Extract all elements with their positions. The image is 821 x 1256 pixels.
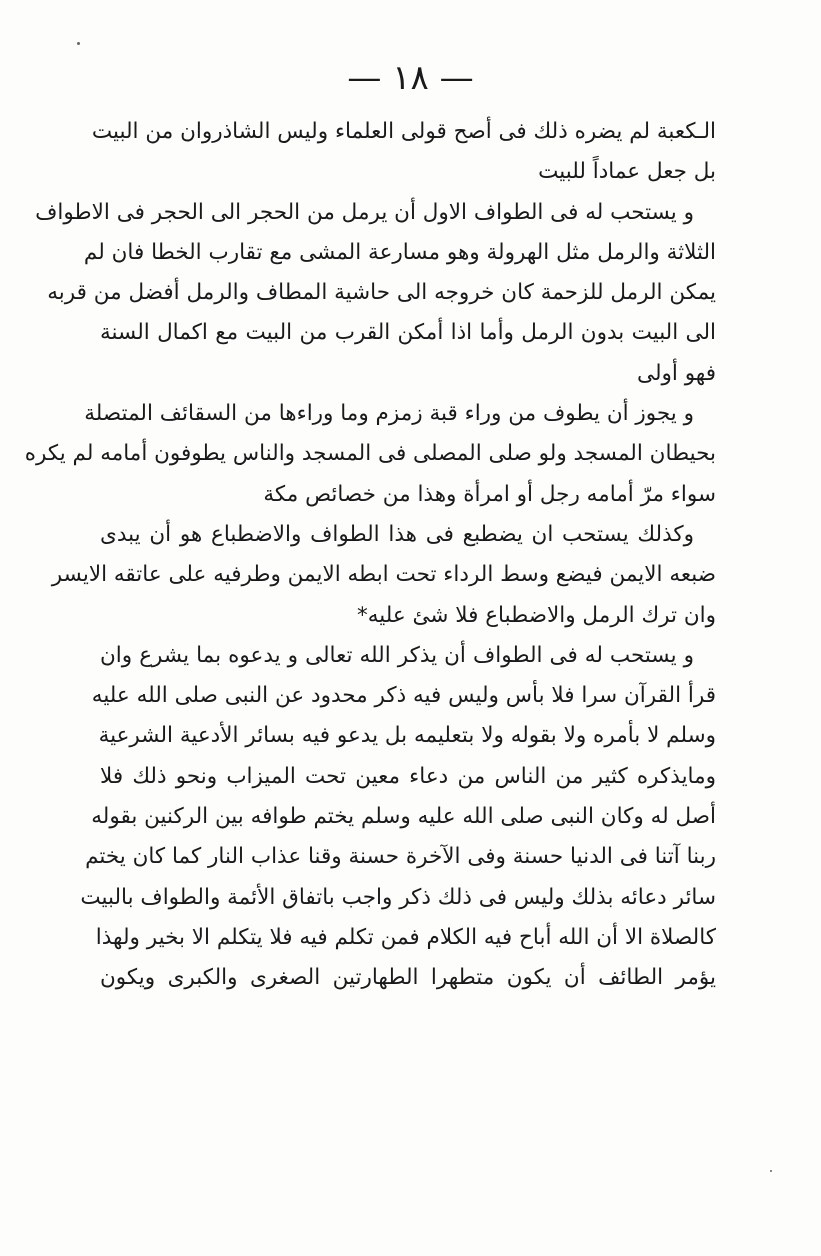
text-line: أصل له وكان النبى صلى الله عليه وسلم يختم طوافه بين الركنين بقوله xyxy=(91,804,716,830)
text-line: قرأ القرآن سرا فلا بأس وليس فيه ذكر محدود عن النبى صلى الله عليه xyxy=(91,683,716,709)
text-line: وكذلك يستحب ان يضطبع فى هذا الطواف والاضطباع هو أن يبدى xyxy=(100,521,694,547)
text-line: يؤمر الطائف أن يكون متطهرا الطهارتين الصغرى والكبرى ويكون xyxy=(100,965,716,991)
text-line: الى البيت بدون الرمل وأما اذا أمكن القرب من البيت مع اكمال السنة xyxy=(100,320,716,346)
text-line: ربنا آتنا فى الدنيا حسنة وفى الآخرة حسنة وقنا عذاب النار كما كان يختم xyxy=(85,844,716,870)
text-line: وان ترك الرمل والاضطباع فلا شئ عليه* xyxy=(356,602,716,628)
text-line: سواء مرّ أمامه رجل أو امرأة وهذا من خصائص مكة xyxy=(263,481,716,507)
text-line: ضبعه الايمن فيضع وسط الرداء تحت ابطه الايمن وطرفيه على عاتقه الايسر xyxy=(51,562,716,588)
text-line: وسلم لا بأمره ولا بقوله ولا بتعليمه بل يدعو فيه بسائر الأدعية الشرعية xyxy=(98,723,716,749)
text-line: ومايذكره كثير من الناس من دعاء معين تحت الميزاب ونحو ذلك فلا xyxy=(100,763,716,789)
text-line: بحيطان المسجد ولو صلى المصلى فى المسجد والناس يطوفون أمامه لم يكره xyxy=(24,441,716,467)
text-line: و يستحب له فى الطواف أن يذكر الله تعالى و يدعوه بما يشرع وان xyxy=(100,642,694,668)
text-line: سائر دعائه بذلك وليس فى ذلك ذكر واجب باتفاق الأئمة والطواف بالبيت xyxy=(80,884,716,910)
text-line: يمكن الرمل للزحمة كان خروجه الى حاشية المطاف والرمل أفضل من قربه xyxy=(47,280,716,306)
text-line: فهو أولى xyxy=(637,360,716,386)
text-line: و يجوز أن يطوف من وراء قبة زمزم وما وراءها من السقائف المتصلة xyxy=(84,401,694,427)
page-body-text xyxy=(24,112,716,999)
text-line: كالصلاة الا أن الله أباح فيه الكلام فمن تكلم فيه فلا يتكلم الا بخير ولهذا xyxy=(95,924,716,950)
scan-speck xyxy=(770,1170,772,1172)
text-line: و يستحب له فى الطواف الاول أن يرمل من الحجر الى الحجر فى الاطواف xyxy=(35,199,694,225)
scan-speck xyxy=(77,42,80,45)
text-line: الثلاثة والرمل مثل الهرولة وهو مسارعة المشى مع تقارب الخطا فان لم xyxy=(83,239,716,265)
text-line: بل جعل عماداً للبيت xyxy=(538,159,716,185)
text-line: الـكعبة لم يضره ذلك فى أصح قولى العلماء وليس الشاذروان من البيت xyxy=(91,119,716,144)
page-number: — ١٨ — xyxy=(347,58,474,98)
